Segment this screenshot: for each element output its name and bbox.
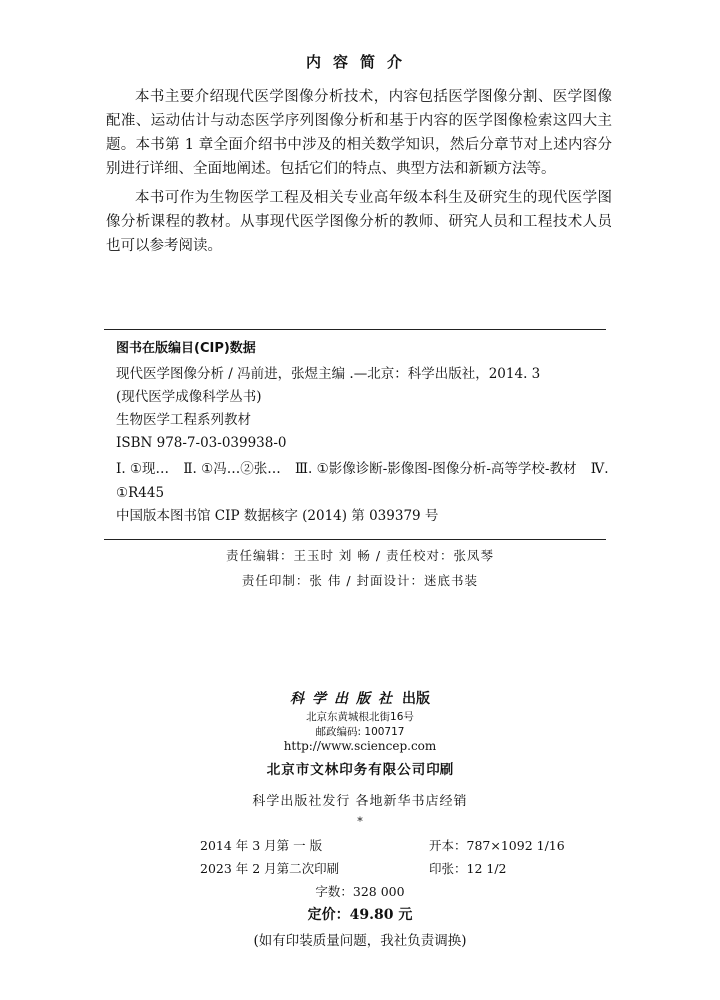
publisher-postcode: 邮政编码: 100717: [315, 726, 405, 738]
cip-class-4: Ⅳ. ①R445: [116, 461, 609, 501]
cip-bottom-rule: [104, 539, 606, 540]
reprint: 2023 年 2 月第二次印刷: [200, 861, 340, 876]
printer-logo: 北京市文林印务有限公司: [266, 762, 427, 778]
separator-star: *: [357, 815, 363, 828]
printer-suffix: 印刷: [426, 762, 454, 778]
cip-class-3: Ⅲ. ①影像诊断-影像图-图像分析-高等学校-教材: [295, 461, 577, 477]
summary-title: 内容简介: [305, 53, 414, 71]
first-edition: 2014 年 3 月第 一 版: [200, 838, 323, 853]
quality-note: (如有印装质量问题，我社负责调换): [253, 933, 467, 949]
cip-class-1: Ⅰ. ①现…: [116, 461, 170, 477]
book-format: 开本：787×1092 1/16: [429, 838, 565, 853]
publisher-address: 北京东黄城根北街16号: [306, 711, 414, 723]
summary-paragraph-1: 本书主要介绍现代医学图像分析技术，内容包括医学图像分割、医学图像配准、运动估计与动态医学序列图像分析和基于内容的医学图像检索这四大主题。本书第 1 章全面介绍书中涉及的相关数学知识，然后分章节对上述内容分别进行详细、全面地阐述。包括它们的特点、典型方法和新颖方法等。: [106, 89, 612, 177]
cip-top-rule: [104, 329, 606, 330]
staff-line-2: 责任印制：张 伟 / 封面设计：迷底书装: [241, 573, 479, 588]
publisher-suffix: 出版: [402, 691, 430, 707]
cip-heading: 图书在版编目(CIP)数据: [116, 341, 256, 356]
cip-series: (现代医学成像科学丛书): [116, 389, 262, 405]
publisher-address-block: [0, 710, 720, 740]
cip-classification: [116, 457, 616, 505]
summary-paragraph-2: 本书可作为生物医学工程及相关专业高年级本科生及研究生的现代医学图像分析课程的教材。从事现代医学图像分析的教师、研究人员和工程技术人员也可以参考阅读。: [106, 190, 612, 254]
word-count: 字数：328 000: [315, 884, 405, 899]
price: 定价：49.80 元: [307, 907, 413, 923]
cip-class-2: Ⅱ. ①冯…②张…: [183, 461, 281, 477]
cip-isbn: ISBN 978-7-03-039938-0: [116, 435, 287, 451]
cip-record: 现代医学图像分析 / 冯前进，张煜主编 .—北京：科学出版社，2014. 3: [116, 366, 541, 382]
cip-verify: 中国版本图书馆 CIP 数据核字 (2014) 第 039379 号: [116, 508, 439, 524]
cip-block: [116, 337, 616, 528]
cip-series-2: 生物医学工程系列教材: [116, 412, 251, 428]
printed-sheets: 印张：12 1/2: [429, 861, 507, 876]
publisher-name: [0, 688, 720, 708]
publisher-url: http://www.sciencep.com: [283, 739, 437, 753]
summary-text: [106, 85, 612, 263]
publisher-logo: 科学出版社: [290, 691, 400, 707]
printer-name: [0, 758, 720, 778]
staff-line-1: 责任编辑：王玉时 刘 畅 / 责任校对：张凤琴: [225, 548, 495, 563]
distribution-line: 科学出版社发行 各地新华书店经销: [252, 794, 468, 809]
